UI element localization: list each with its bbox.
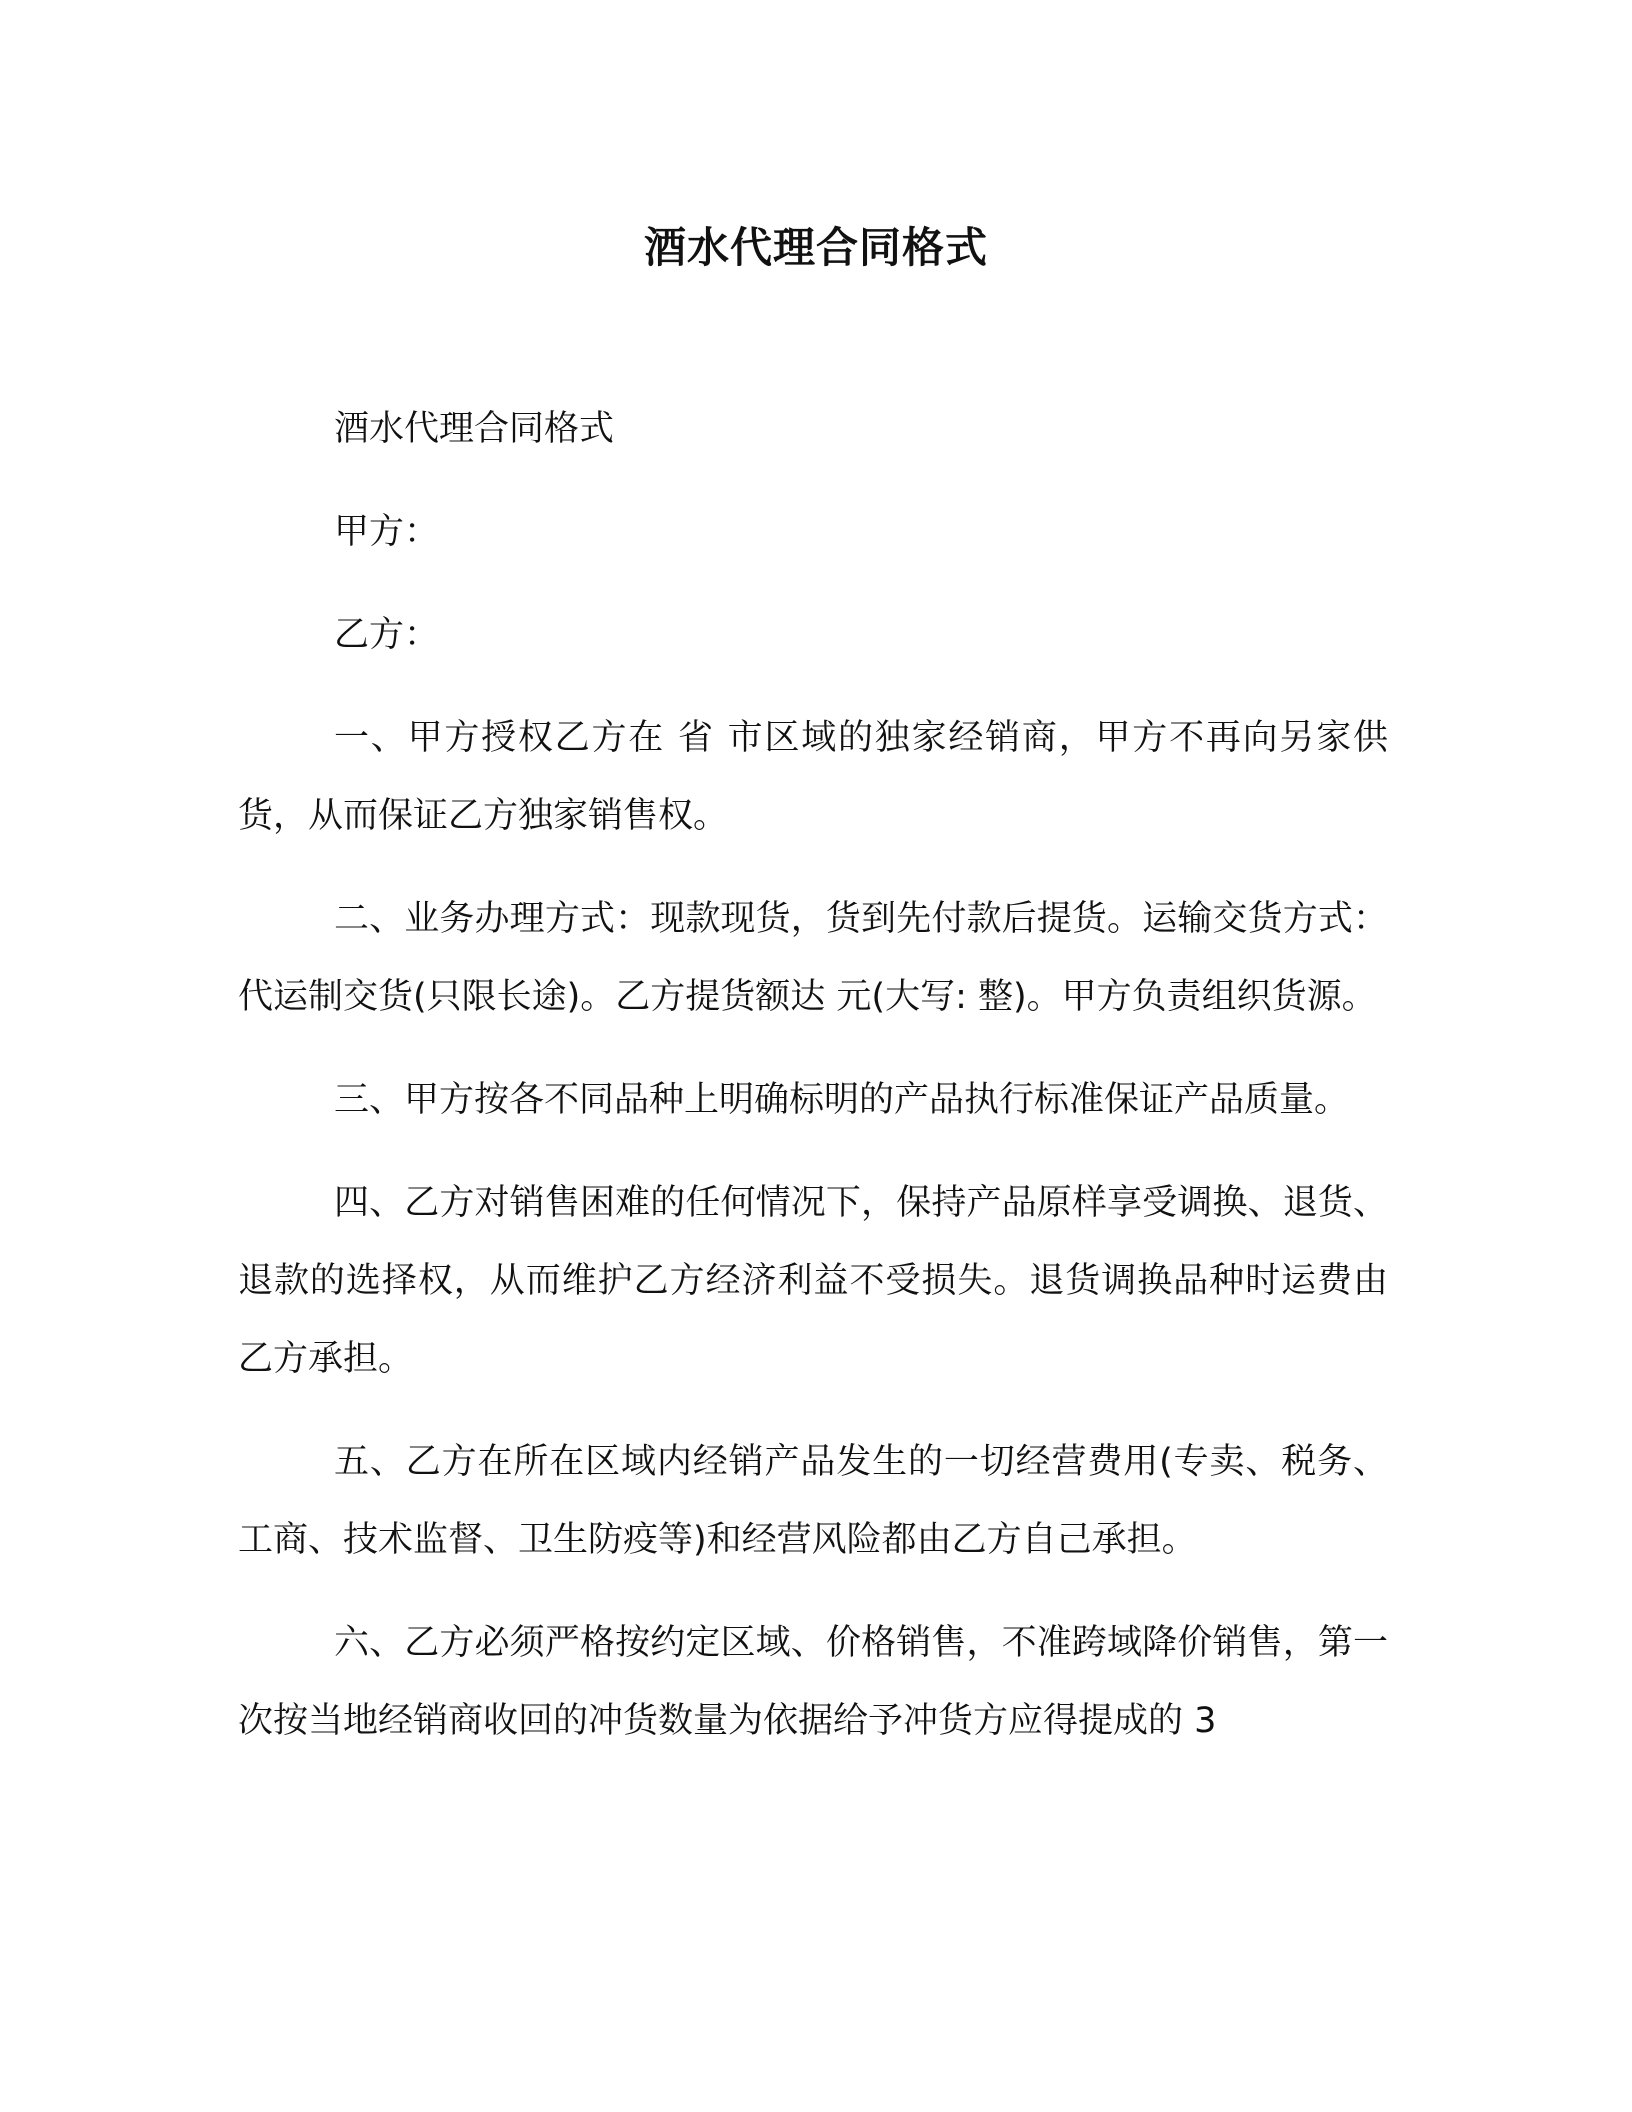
clause-2: 二、业务办理方式：现款现货，货到先付款后提货。运输交货方式：代运制交货(只限长途)。乙方提货额达 元(大写: 整)。甲方负责组织货源。 [238,899,1388,1017]
clause-4: 四、乙方对销售困难的任何情况下，保持产品原样享受调换、退货、退款的选择权，从而维护乙方经济利益不受损失。退货调换品种时运费由乙方承担。 [238,1183,1388,1379]
clause-1: 一、甲方授权乙方在 省 市区域的独家经销商，甲方不再向另家供货，从而保证乙方独家销售权。 [238,718,1388,836]
party-b-line: 乙方： [334,615,440,655]
document-title: 酒水代理合同格式 [643,223,988,272]
clause-6: 六、乙方必须严格按约定区域、价格销售，不准跨域降价销售，第一次按当地经销商收回的冲货数量为依据给予冲货方应得提成的 3 [238,1623,1388,1741]
body-heading: 酒水代理合同格式 [334,409,615,449]
clause-5: 五、乙方在所在区域内经销产品发生的一切经营费用(专卖、税务、工商、技术监督、卫生防疫等)和经营风险都由乙方自己承担。 [238,1442,1388,1560]
clause-3: 三、甲方按各不同品种上明确标明的产品执行标准保证产品质量。 [334,1080,1350,1120]
document-body [238,390,1388,1785]
party-a-line: 甲方： [334,512,440,552]
